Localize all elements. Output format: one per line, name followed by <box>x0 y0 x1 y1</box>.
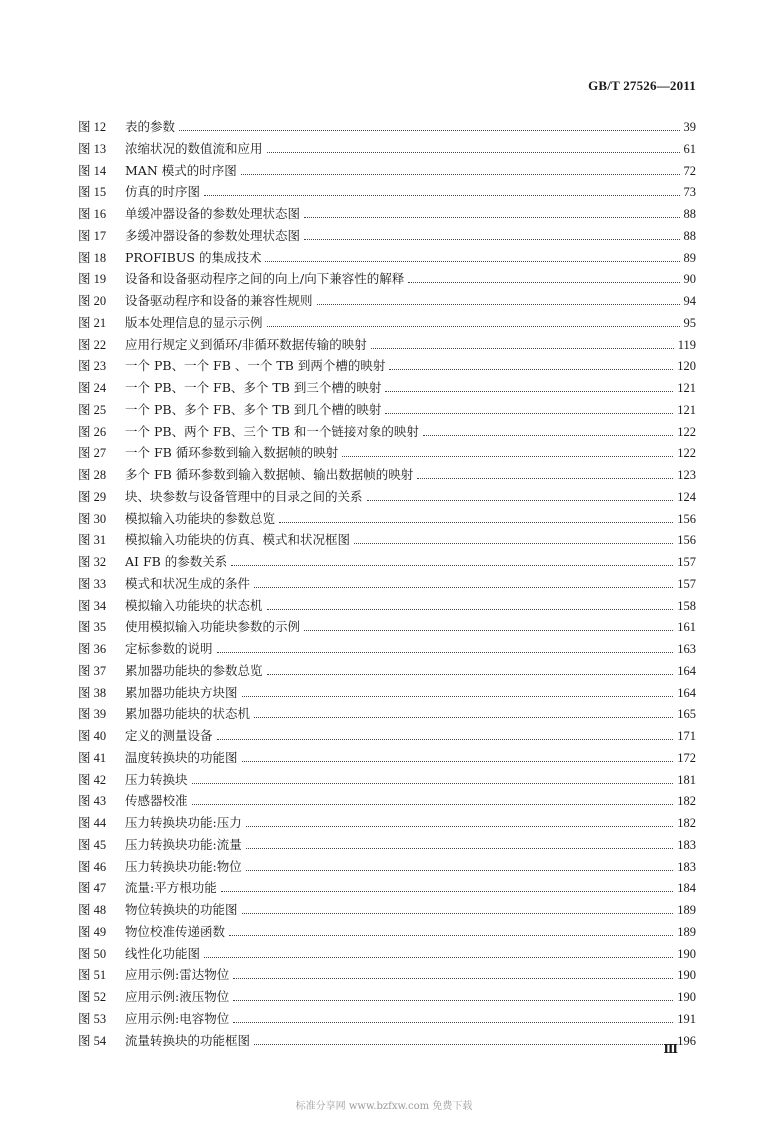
dot-leader <box>265 261 679 262</box>
toc-entry <box>78 421 696 443</box>
toc-entry <box>78 312 696 334</box>
figure-number: 图 54 <box>78 1033 107 1048</box>
dot-leader <box>246 870 674 871</box>
figure-number: 图 51 <box>78 968 107 983</box>
dot-leader <box>254 717 673 718</box>
dot-leader <box>279 522 673 523</box>
dot-leader <box>267 609 674 610</box>
figure-number: 图 37 <box>78 663 107 678</box>
figure-title: 多个 FB 循环参数到输入数据帧、输出数据帧的映射 <box>125 467 414 482</box>
page-ref: 88 <box>683 228 696 243</box>
toc-entry <box>78 682 696 704</box>
figure-title: 块、块参数与设备管理中的目录之间的关系 <box>125 488 363 504</box>
toc-entry <box>78 660 696 682</box>
figure-number: 图 31 <box>78 533 107 548</box>
dot-leader <box>217 652 674 653</box>
dot-leader <box>192 783 674 784</box>
figure-title: 设备和设备驱动程序之间的向上/向下兼容性的解释 <box>125 271 405 287</box>
figure-title: 模式和状况生成的条件 <box>125 575 251 591</box>
toc-entry <box>78 551 696 573</box>
page-ref: 190 <box>677 968 696 983</box>
figure-title: AI FB 的参数关系 <box>125 554 228 569</box>
dot-leader <box>304 630 673 631</box>
figure-number: 图 33 <box>78 576 107 591</box>
dot-leader <box>354 543 673 544</box>
page-ref: 156 <box>677 533 696 548</box>
toc-entry <box>78 921 696 943</box>
figure-title: 累加器功能块的状态机 <box>125 706 251 722</box>
figure-title: MAN 模式的时序图 <box>125 162 237 178</box>
dot-leader <box>179 130 679 131</box>
dot-leader <box>408 282 679 283</box>
figure-number: 图 25 <box>78 402 107 417</box>
figure-number: 图 47 <box>78 881 107 896</box>
figure-number: 图 50 <box>78 946 107 961</box>
figure-number: 图 39 <box>78 707 107 722</box>
toc-entry <box>78 573 696 595</box>
page-ref: 90 <box>683 272 696 287</box>
page-ref: 89 <box>683 250 696 265</box>
page-ref: 191 <box>677 1011 696 1026</box>
figure-title: 使用模拟输入功能块参数的示例 <box>125 619 301 635</box>
page-ref: 190 <box>677 990 696 1004</box>
figure-number: 图 46 <box>78 859 107 874</box>
page-ref: 190 <box>677 946 696 961</box>
page-ref: 124 <box>677 489 696 504</box>
dot-leader <box>367 500 674 501</box>
figure-title: 传感器校准 <box>125 793 188 809</box>
dot-leader <box>304 217 679 218</box>
page-ref: 182 <box>677 794 696 809</box>
figure-title: 线性化功能图 <box>125 945 201 961</box>
toc-entry <box>78 747 696 769</box>
page-ref: 156 <box>677 511 696 526</box>
figure-number: 图 22 <box>78 337 107 352</box>
page-ref: 184 <box>677 881 696 896</box>
figure-title: 物位校准传递函数 <box>125 923 226 939</box>
toc-entry <box>78 225 696 247</box>
page-ref: 122 <box>677 424 696 439</box>
page-ref: 120 <box>677 359 696 374</box>
page-ref: 157 <box>677 555 696 569</box>
toc-entry <box>78 290 696 312</box>
toc-entry <box>78 181 696 203</box>
figure-title: 累加器功能块的参数总览 <box>125 662 263 678</box>
figure-number: 图 16 <box>78 207 107 221</box>
figure-number: 图 30 <box>78 511 107 526</box>
page-ref: 183 <box>677 837 696 852</box>
figure-number: 图 29 <box>78 489 107 504</box>
page-ref: 95 <box>683 315 696 330</box>
page-ref: 158 <box>677 598 696 613</box>
toc-entry <box>78 1008 696 1030</box>
page-ref: 72 <box>683 163 696 178</box>
page-number: Ⅲ <box>663 1042 678 1056</box>
figure-title: 定义的测量设备 <box>125 728 213 743</box>
figure-title: 浓缩状况的数值流和应用 <box>125 140 263 156</box>
dot-leader <box>423 435 673 436</box>
table-of-figures <box>78 116 696 1051</box>
page-ref: 73 <box>683 185 696 200</box>
dot-leader <box>267 674 674 675</box>
dot-leader <box>204 957 673 958</box>
page-ref: 39 <box>683 120 696 134</box>
figure-title: 应用示例:液压物位 <box>125 989 230 1004</box>
figure-number: 图 34 <box>78 598 107 613</box>
toc-entry <box>78 508 696 530</box>
toc-entry <box>78 790 696 812</box>
toc-entry <box>78 769 696 791</box>
toc-entry <box>78 834 696 856</box>
toc-entry <box>78 377 696 399</box>
figure-title: 设备驱动程序和设备的兼容性规则 <box>125 293 313 308</box>
figure-number: 图 14 <box>78 163 107 178</box>
page-ref: 171 <box>677 729 696 743</box>
figure-number: 图 44 <box>78 816 107 830</box>
dot-leader <box>254 587 673 588</box>
page-ref: 163 <box>677 642 696 656</box>
toc-entry <box>78 812 696 834</box>
page-ref: 164 <box>677 663 696 678</box>
figure-title: 版本处理信息的显示示例 <box>125 314 263 330</box>
dot-leader <box>246 826 674 827</box>
figure-number: 图 21 <box>78 315 107 330</box>
page-ref: 119 <box>677 337 696 352</box>
figure-number: 图 35 <box>78 620 107 635</box>
toc-entry <box>78 116 696 138</box>
figure-number: 图 27 <box>78 446 107 461</box>
dot-leader <box>192 804 674 805</box>
figure-title: 仿真的时序图 <box>125 184 201 200</box>
dot-leader <box>217 739 674 740</box>
toc-entry <box>78 442 696 464</box>
figure-title: 应用示例:电容物位 <box>125 1010 230 1026</box>
figure-title: 模拟输入功能块的参数总览 <box>125 510 276 526</box>
toc-entry <box>78 943 696 965</box>
figure-title: 一个 PB、多个 FB、多个 TB 到几个槽的映射 <box>125 401 382 417</box>
figure-title: PROFIBUS 的集成技术 <box>125 249 262 265</box>
toc-entry <box>78 247 696 269</box>
dot-leader <box>267 326 680 327</box>
toc-entry <box>78 703 696 725</box>
toc-entry <box>78 986 696 1008</box>
toc-entry <box>78 856 696 878</box>
figure-number: 图 15 <box>78 185 107 200</box>
figure-number: 图 32 <box>78 555 107 569</box>
toc-entry <box>78 138 696 160</box>
dot-leader <box>233 978 673 979</box>
figure-title: 模拟输入功能块的仿真、模式和状况框图 <box>125 532 351 548</box>
toc-entry <box>78 464 696 486</box>
dot-leader <box>221 891 674 892</box>
figure-number: 图 48 <box>78 903 107 917</box>
figure-title: 应用行规定义到循环/非循环数据传输的映射 <box>125 336 367 352</box>
figure-title: 压力转换块功能:压力 <box>125 815 242 830</box>
dot-leader <box>204 195 679 196</box>
figure-number: 图 20 <box>78 294 107 308</box>
page-ref: 88 <box>683 207 696 221</box>
toc-entry <box>78 529 696 551</box>
toc-entry <box>78 899 696 921</box>
figure-title: 压力转换块功能:物位 <box>125 858 242 874</box>
figure-number: 图 13 <box>78 141 107 156</box>
figure-title: 温度转换块的功能图 <box>125 749 238 765</box>
dot-leader <box>242 696 674 697</box>
figure-title: 物位转换块的功能图 <box>125 902 238 917</box>
figure-title: 模拟输入功能块的状态机 <box>125 597 263 613</box>
dot-leader <box>233 1000 673 1001</box>
toc-entry <box>78 399 696 421</box>
figure-title: 累加器功能块方块图 <box>125 684 238 700</box>
dot-leader <box>317 304 680 305</box>
dot-leader <box>231 565 673 566</box>
figure-title: 压力转换块 <box>125 771 188 787</box>
dot-leader <box>241 174 680 175</box>
dot-leader <box>233 1022 673 1023</box>
page-ref: 196 <box>677 1033 696 1048</box>
figure-number: 图 24 <box>78 381 107 395</box>
page-ref: 94 <box>683 294 696 308</box>
dot-leader <box>254 1044 673 1045</box>
figure-number: 图 18 <box>78 250 107 265</box>
toc-entry <box>78 725 696 747</box>
page-ref: 165 <box>677 707 696 722</box>
figure-title: 压力转换块功能:流量 <box>125 836 242 852</box>
page-ref: 61 <box>683 141 696 156</box>
toc-entry <box>78 203 696 225</box>
figure-title: 流量:平方根功能 <box>125 880 217 896</box>
toc-entry <box>78 160 696 182</box>
page-ref: 164 <box>677 685 696 700</box>
toc-entry <box>78 877 696 899</box>
figure-number: 图 38 <box>78 685 107 700</box>
page-ref: 122 <box>677 446 696 461</box>
page-ref: 189 <box>677 924 696 939</box>
figure-number: 图 28 <box>78 468 107 482</box>
toc-entry <box>78 486 696 508</box>
figure-number: 图 26 <box>78 424 107 439</box>
figure-number: 图 36 <box>78 642 107 656</box>
toc-entry <box>78 1030 696 1052</box>
figure-number: 图 41 <box>78 750 107 765</box>
dot-leader <box>267 152 680 153</box>
page-ref: 182 <box>677 816 696 830</box>
dot-leader <box>417 478 673 479</box>
figure-title: 一个 PB、一个 FB、多个 TB 到三个槽的映射 <box>125 380 382 395</box>
figure-title: 单缓冲器设备的参数处理状态图 <box>125 206 301 221</box>
dot-leader <box>304 239 679 240</box>
toc-entry <box>78 638 696 660</box>
figure-title: 多缓冲器设备的参数处理状态图 <box>125 227 301 243</box>
dot-leader <box>371 348 674 349</box>
page-ref: 189 <box>677 903 696 917</box>
figure-title: 一个 PB、一个 FB 、一个 TB 到两个槽的映射 <box>125 358 386 374</box>
figure-number: 图 45 <box>78 837 107 852</box>
toc-entry <box>78 964 696 986</box>
page-ref: 172 <box>677 750 696 765</box>
page-ref: 161 <box>677 620 696 635</box>
standard-code: GB/T 27526—2011 <box>588 78 696 93</box>
dot-leader <box>385 413 673 414</box>
toc-entry <box>78 616 696 638</box>
dot-leader <box>229 935 673 936</box>
figure-title: 一个 PB、两个 FB、三个 TB 和一个链接对象的映射 <box>125 423 419 439</box>
toc-entry <box>78 268 696 290</box>
figure-number: 图 19 <box>78 272 107 287</box>
toc-entry <box>78 355 696 377</box>
figure-number: 图 52 <box>78 990 107 1004</box>
figure-title: 一个 FB 循环参数到输入数据帧的映射 <box>125 445 339 461</box>
figure-number: 图 43 <box>78 794 107 809</box>
dot-leader <box>242 913 674 914</box>
dot-leader <box>385 391 673 392</box>
figure-number: 图 17 <box>78 228 107 243</box>
toc-entry <box>78 334 696 356</box>
figure-number: 图 40 <box>78 729 107 743</box>
dot-leader <box>242 761 674 762</box>
figure-number: 图 12 <box>78 120 107 134</box>
figure-title: 表的参数 <box>125 119 176 134</box>
figure-number: 图 42 <box>78 772 107 787</box>
figure-number: 图 49 <box>78 924 107 939</box>
figure-title: 定标参数的说明 <box>125 641 213 656</box>
page-ref: 121 <box>677 381 696 395</box>
page-ref: 181 <box>677 772 696 787</box>
page-ref: 157 <box>677 576 696 591</box>
figure-number: 图 53 <box>78 1011 107 1026</box>
footer-watermark: 标准分享网 www.bzfxw.com 免费下载 <box>295 1101 473 1112</box>
figure-title: 流量转换块的功能框图 <box>125 1032 251 1048</box>
toc-entry <box>78 595 696 617</box>
page-ref: 183 <box>677 859 696 874</box>
dot-leader <box>246 848 674 849</box>
figure-title: 应用示例:雷达物位 <box>125 967 230 983</box>
figure-number: 图 23 <box>78 359 107 374</box>
page-ref: 121 <box>677 402 696 417</box>
dot-leader <box>389 369 673 370</box>
dot-leader <box>342 456 673 457</box>
page-ref: 123 <box>677 468 696 482</box>
